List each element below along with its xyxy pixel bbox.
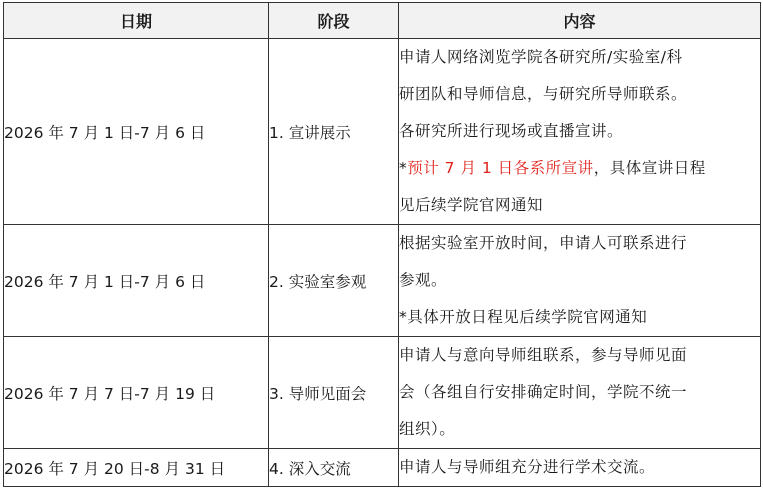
content-line: 参观。 bbox=[399, 271, 448, 289]
content-line: 会（各组自行安排确定时间，学院不统一 bbox=[399, 383, 688, 401]
schedule-table bbox=[3, 2, 761, 487]
content-line: 研团队和导师信息，与研究所导师联系。 bbox=[399, 85, 688, 103]
content-cell bbox=[399, 225, 761, 337]
header-content: 内容 bbox=[399, 3, 761, 39]
table-header-row bbox=[4, 3, 761, 39]
table-row bbox=[4, 225, 761, 337]
note-prefix: * bbox=[399, 159, 408, 177]
table-row bbox=[4, 337, 761, 449]
content-line: *具体开放日程见后续学院官网通知 bbox=[399, 308, 648, 326]
date-cell: 2026 年 7 月 1 日-7 月 6 日 bbox=[4, 39, 269, 225]
content-line: 申请人与意向导师组联系，参与导师见面 bbox=[399, 346, 688, 364]
content-cell bbox=[399, 337, 761, 449]
content-line: 各研究所进行现场或直播宣讲。 bbox=[399, 122, 624, 140]
content-cell bbox=[399, 449, 761, 487]
content-line: 根据实验室开放时间，申请人可联系进行 bbox=[399, 234, 688, 252]
stage-cell: 2. 实验室参观 bbox=[269, 225, 399, 337]
content-line: 组织）。 bbox=[399, 420, 456, 438]
note-text: ，具体宣讲日程 bbox=[593, 159, 706, 177]
content-line: 见后续学院官网通知 bbox=[399, 196, 544, 214]
table-row bbox=[4, 39, 761, 225]
stage-cell: 4. 深入交流 bbox=[269, 449, 399, 487]
content-cell bbox=[399, 39, 761, 225]
content-note bbox=[399, 150, 760, 187]
content-line: 申请人与导师组充分进行学术交流。 bbox=[399, 458, 656, 476]
content-line: 申请人网络浏览学院各研究所/实验室/科 bbox=[399, 48, 683, 66]
header-stage: 阶段 bbox=[269, 3, 399, 39]
stage-cell: 1. 宣讲展示 bbox=[269, 39, 399, 225]
stage-cell: 3. 导师见面会 bbox=[269, 337, 399, 449]
note-highlight: 预计 7 月 1 日各系所宣讲 bbox=[407, 159, 594, 177]
date-cell: 2026 年 7 月 20 日-8 月 31 日 bbox=[4, 449, 269, 487]
date-cell: 2026 年 7 月 1 日-7 月 6 日 bbox=[4, 225, 269, 337]
table-row bbox=[4, 449, 761, 487]
header-date: 日期 bbox=[4, 3, 269, 39]
date-cell: 2026 年 7 月 7 日-7 月 19 日 bbox=[4, 337, 269, 449]
